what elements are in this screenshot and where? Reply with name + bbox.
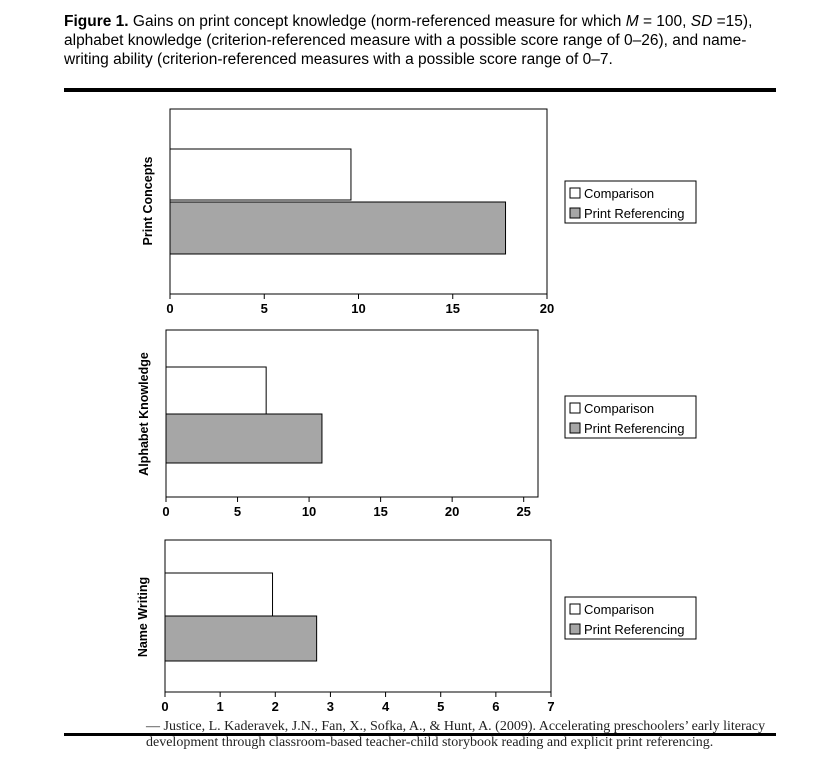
y-axis-label: Name Writing xyxy=(136,576,150,658)
x-tick-label: 20 xyxy=(539,301,555,316)
legend-swatch xyxy=(570,403,580,413)
caption-sd-symbol: SD xyxy=(690,13,713,30)
x-tick-label: 0 xyxy=(162,504,170,519)
legend-swatch xyxy=(570,604,580,614)
caption-text: = 100, xyxy=(638,13,691,30)
x-tick-label: 20 xyxy=(444,504,460,519)
bar-comparison xyxy=(170,149,351,200)
chart-panel xyxy=(136,540,696,714)
x-tick-label: 4 xyxy=(381,699,390,714)
figure-label: Figure 1. xyxy=(64,13,129,30)
x-tick-label: 5 xyxy=(233,504,242,519)
x-tick-label: 5 xyxy=(260,301,268,316)
bar-print-referencing xyxy=(165,616,317,661)
bar-print-referencing xyxy=(166,414,322,463)
x-tick-label: 10 xyxy=(301,504,317,519)
legend-entry: Print Referencing xyxy=(584,206,685,221)
legend-entry: Comparison xyxy=(584,602,655,617)
bar-print-referencing xyxy=(170,202,506,254)
chart-panel xyxy=(141,109,696,316)
chart-panel xyxy=(137,330,696,519)
x-tick-label: 25 xyxy=(516,504,531,519)
legend-entry: Print Referencing xyxy=(584,421,685,436)
legend-entry: Comparison xyxy=(584,186,655,201)
caption-text: =15), alphabet knowledge (criterion-referenced measure with a possible score range of 0–26), and name-writing ability (criterion-referenced measures with a possible score range of 0–7. xyxy=(64,13,753,68)
caption-mean-symbol: M xyxy=(625,13,639,30)
citation: — Justice, L. Kaderavek, J.N., Fan, X., Sofka, A., & Hunt, A. (2009). Accelerating preschoolers’ early literacy development through classroom-based teacher-child storybook reading and explicit print referencing. xyxy=(146,719,766,750)
x-tick-label: 15 xyxy=(373,504,388,519)
legend-swatch xyxy=(570,624,580,634)
y-axis-label: Alphabet Knowledge xyxy=(137,352,151,476)
x-tick-label: 0 xyxy=(166,301,174,316)
bar-comparison xyxy=(166,367,266,414)
x-tick-label: 5 xyxy=(437,699,445,714)
x-tick-label: 6 xyxy=(492,699,500,714)
legend-entry: Comparison xyxy=(584,401,655,416)
x-tick-label: 2 xyxy=(271,699,279,714)
legend-swatch xyxy=(570,188,580,198)
x-tick-label: 10 xyxy=(351,301,366,316)
x-tick-label: 7 xyxy=(547,699,555,714)
bar-comparison xyxy=(165,573,273,616)
legend-swatch xyxy=(570,423,580,433)
x-tick-label: 0 xyxy=(161,699,169,714)
caption-text: Gains on print concept knowledge (norm-referenced measure for which xyxy=(128,13,626,30)
legend-swatch xyxy=(570,208,580,218)
legend-entry: Print Referencing xyxy=(584,622,685,637)
x-tick-label: 15 xyxy=(445,301,460,316)
x-tick-label: 3 xyxy=(326,699,335,714)
x-tick-label: 1 xyxy=(216,699,224,714)
y-axis-label: Print Concepts xyxy=(141,156,155,246)
